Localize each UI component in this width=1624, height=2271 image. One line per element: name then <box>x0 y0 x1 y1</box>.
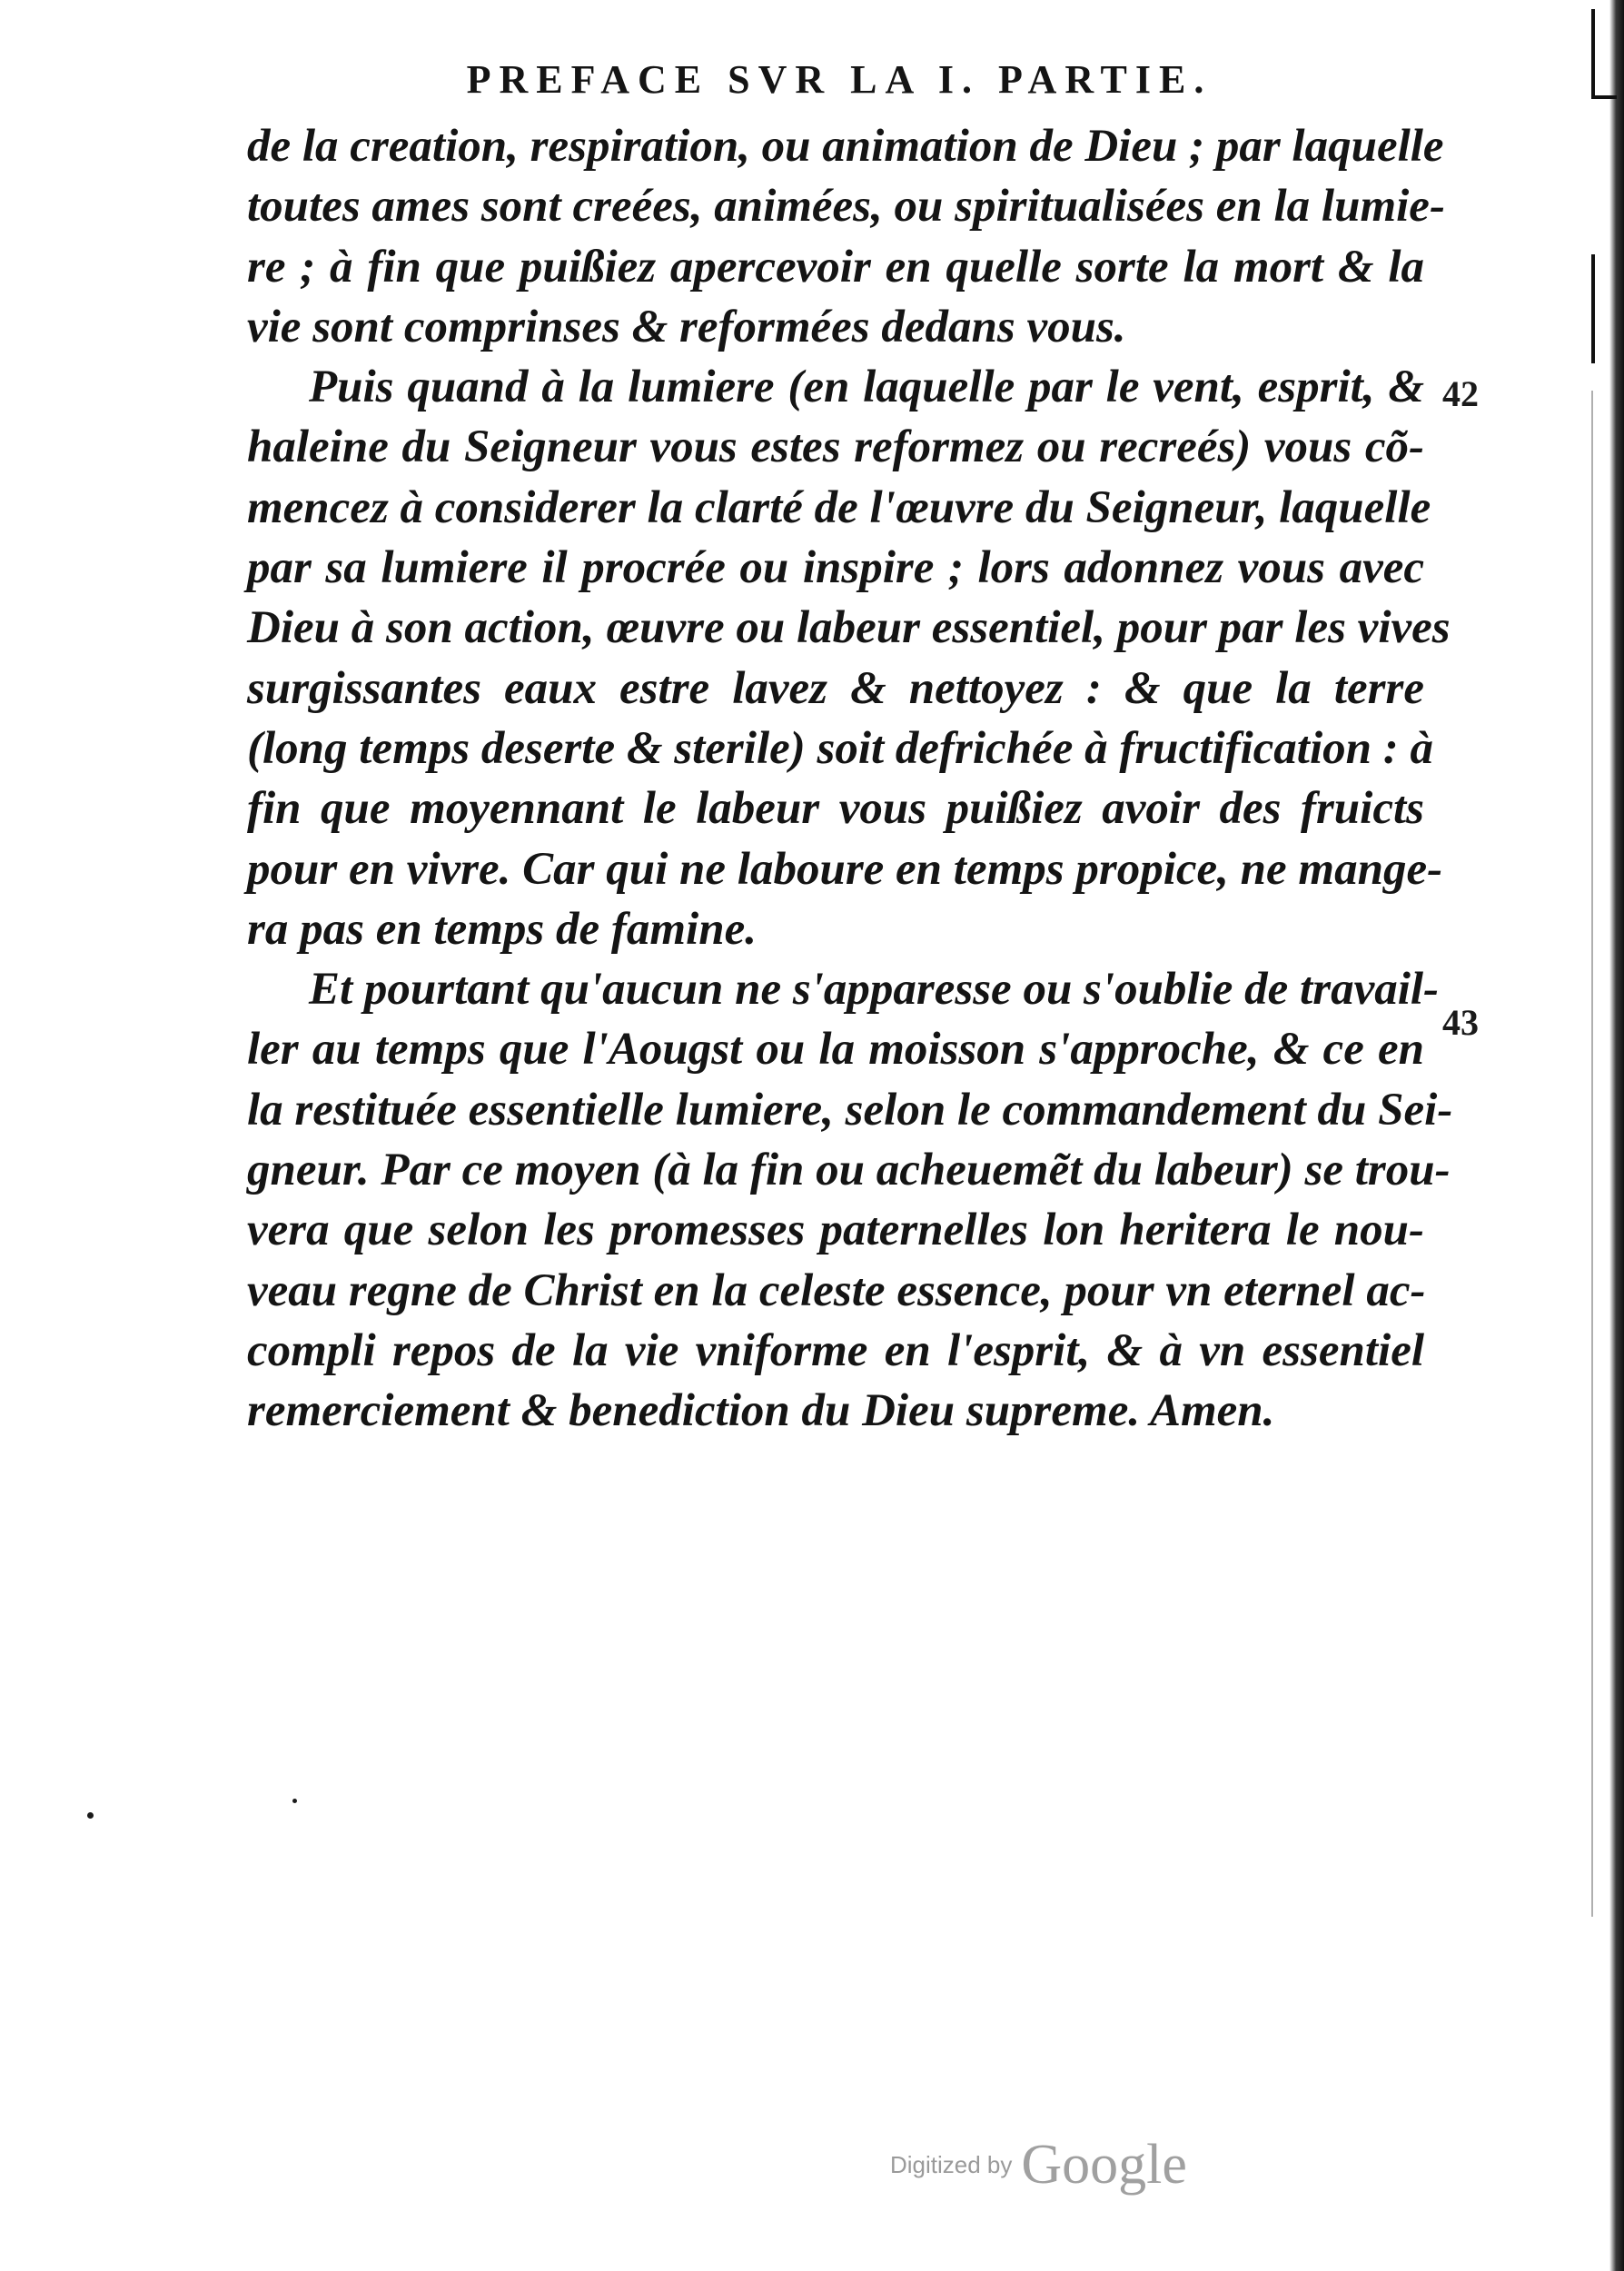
text-line: mencez à considerer la clarté de l'œuvre du Seigneur, laquelle <box>247 481 1431 533</box>
ink-speck <box>87 1812 94 1819</box>
text-line: compli repos de la vie vniforme en l'esprit, & à vn essentiel <box>247 1324 1424 1376</box>
ink-speck <box>292 1799 297 1803</box>
page-edge-line <box>1591 391 1593 1917</box>
text-line: vie sont comprinses & reformées dedans vous. <box>247 301 1126 352</box>
text-line: toutes ames sont creées, animées, ou spiritualisées en la lumie- <box>247 181 1445 233</box>
watermark-digitized-text: Digitized by <box>890 2151 1013 2178</box>
text-line: gneur. Par ce moyen (à la fin ou acheuemẽt du labeur) se trou- <box>247 1145 1451 1196</box>
text-line: (long temps deserte & sterile) soit defrichée à fructification : à <box>247 722 1433 774</box>
text-line: veau regne de Christ en la celeste essence, pour vn eternel ac- <box>247 1264 1426 1316</box>
text-line: re ; à fin que puißiez apercevoir en quelle sorte la mort & la <box>247 241 1424 293</box>
text-line: Dieu à son action, œuvre ou labeur essentiel, pour par les vives <box>247 602 1451 654</box>
text-line: de la creation, respiration, ou animation de Dieu ; par laquelle <box>247 121 1444 172</box>
text-line: Puis quand à la lumiere (en laquelle par le vent, esprit, & <box>309 362 1424 413</box>
body-text <box>247 116 1453 1442</box>
running-head: PREFACE SVR LA I. PARTIE. <box>466 57 1213 102</box>
text-line: fin que moyennant le labeur vous puißiez avoir des fruicts <box>247 783 1424 835</box>
text-line: la restituée essentielle lumiere, selon le commandement du Sei- <box>247 1084 1453 1136</box>
text-line: surgissantes eaux estre lavez & nettoyez : & que la terre <box>247 662 1424 714</box>
watermark-brand-text: Google <box>1021 2134 1187 2196</box>
page-edge-mark-middle <box>1591 254 1617 363</box>
digitized-by-google-watermark <box>890 2133 1187 2197</box>
text-line: Et pourtant qu'aucun ne s'apparesse ou s'oublie de travail- <box>309 964 1440 1016</box>
text-line: haleine du Seigneur vous estes reformez ou recreés) vous cõ- <box>247 421 1424 473</box>
text-line: remerciement & benediction du Dieu supreme. Amen. <box>247 1385 1275 1437</box>
margin-number: 43 <box>1442 1002 1479 1043</box>
text-line: par sa lumiere il procrée ou inspire ; lors adonnez vous avec <box>247 542 1424 594</box>
text-line: ler au temps que l'Aougst ou la moisson s'approche, & ce en <box>247 1024 1424 1076</box>
text-line: ra pas en temps de famine. <box>247 903 757 955</box>
margin-number: 42 <box>1442 373 1479 414</box>
text-line: vera que selon les promesses paternelles lon heritera le nou- <box>247 1205 1424 1256</box>
text-line: pour en vivre. Car qui ne laboure en temps propice, ne mange- <box>247 843 1443 895</box>
